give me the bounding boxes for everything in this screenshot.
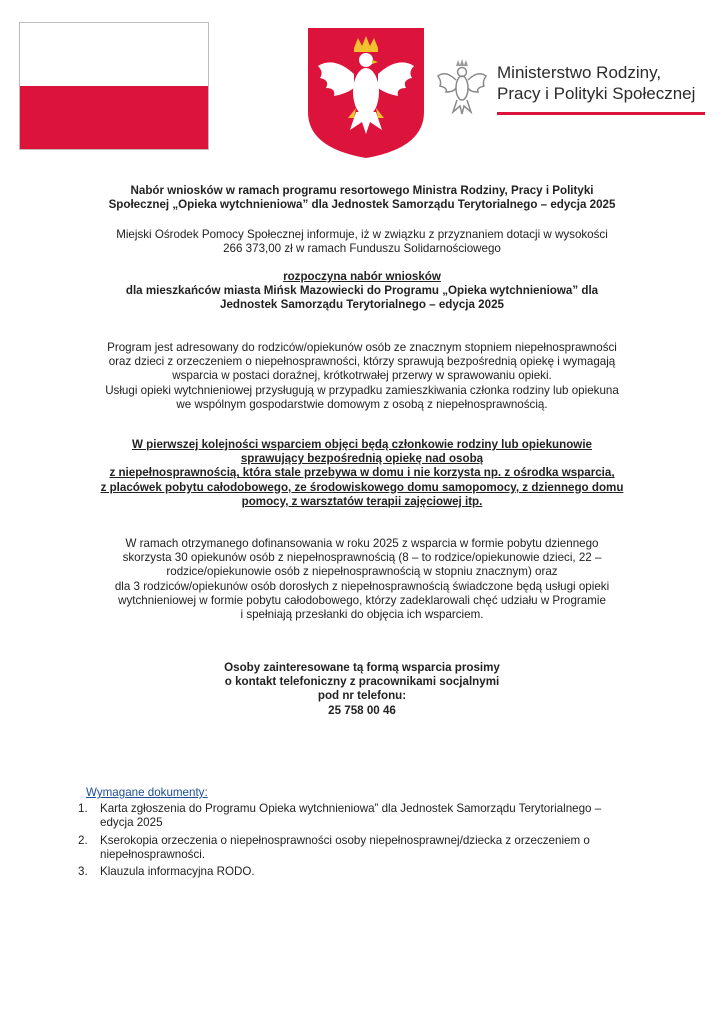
- contact-line-3: pod nr telefonu:: [317, 689, 407, 703]
- document-item-number: 2.: [78, 833, 88, 847]
- program-line-3: wsparcia w postaci doraźnej, krótkotrwałej przerwy w sprawowaniu opieki.: [172, 369, 552, 383]
- document-item-text-cont: edycja 2025: [100, 816, 163, 830]
- coat-of-arms-emblem: [306, 26, 426, 160]
- priority-line-5: pomocy, z warsztatów terapii zajęciowej itp.: [241, 494, 483, 508]
- document-item-number: 1.: [78, 802, 88, 816]
- priority-notice: [60, 438, 664, 509]
- funding-line-5: wytchnieniowej w formie pobytu całodobowego, którzy zadeklarowali chęć udziału w Programie: [118, 593, 606, 607]
- document-item-text: Karta zgłoszenia do Programu Opieka wytchnieniowa” dla Jednostek Samorządu Terytorialnego –: [100, 802, 602, 816]
- program-description: [60, 341, 664, 412]
- document-item: [78, 865, 658, 879]
- program-line-4: Usługi opieki wytchnieniowej przysługują w przypadku zamieszkiwania członka rodziny lub opiekuna: [105, 383, 619, 397]
- program-line-5: we wspólnym gospodarstwie domowym z osobą z niepełnosprawnością.: [176, 397, 548, 411]
- document-item-text-cont: niepełnosprawności.: [100, 847, 206, 861]
- intro-line-2: 266 373,00 zł w ramach Funduszu Solidarnościowego: [223, 242, 501, 256]
- contact-info: [60, 661, 664, 718]
- ministry-red-bar: [497, 112, 705, 115]
- document-item-number: 3.: [78, 865, 88, 879]
- funding-line-4: dla 3 rodziców/opiekunów osób dorosłych z niepełnosprawnością świadczone będą usługi opieki: [114, 579, 610, 593]
- polish-flag: [19, 22, 209, 150]
- title-line-1: Nabór wniosków w ramach programu resortowego Ministra Rodziny, Pracy i Polityki: [130, 184, 594, 197]
- funding-line-1: W ramach otrzymanego dofinansowania w roku 2025 z wsparcia w formie pobytu dziennego: [125, 537, 599, 550]
- funding-paragraph: [60, 537, 664, 622]
- announcement-line-3: Jednostek Samorządu Terytorialnego – edycja 2025: [220, 298, 504, 312]
- intro-line-1: Miejski Ośrodek Pomocy Społecznej informuje, iż w związku z przyznaniem dotacji w wysokości: [116, 228, 608, 241]
- document-title: [60, 184, 664, 212]
- priority-line-2: sprawujący bezpośrednią opiekę nad osobą: [240, 452, 484, 466]
- ministry-eagle-icon: [436, 58, 488, 116]
- title-line-2: Społecznej „Opieka wytchnieniowa” dla Jednostek Samorządu Terytorialnego – edycja 2025: [108, 198, 616, 212]
- documents-title: Wymagane dokumenty:: [86, 786, 208, 799]
- flag-white-stripe: [20, 23, 208, 86]
- funding-line-3: rodzice/opiekunowie osób z niepełnosprawnością w stopniu znacznym) oraz: [166, 565, 558, 579]
- documents-list: [78, 802, 658, 879]
- ministry-name-line1: Ministerstwo Rodziny,: [497, 63, 662, 82]
- program-line-1: Program jest adresowany do rodziców/opiekunów osób ze znacznym stopniem niepełnosprawności: [107, 341, 617, 354]
- contact-phone: 25 758 00 46: [328, 703, 396, 717]
- announcement-line-1: rozpoczyna nabór wniosków: [283, 270, 441, 283]
- ministry-logo: [436, 52, 706, 132]
- priority-line-3: z niepełnosprawnością, która stale przebywa w domu i nie korzysta np. z ośrodka wsparcia,: [109, 466, 615, 480]
- funding-line-6: i spełniają przesłanki do objęcia ich wsparciem.: [240, 608, 484, 622]
- flag-red-stripe: [20, 86, 208, 149]
- announcement-line-2: dla mieszkańców miasta Mińsk Mazowiecki do Programu „Opieka wytchnieniowa” dla: [125, 284, 599, 298]
- document-item-text: Klauzula informacyjna RODO.: [100, 865, 255, 879]
- required-documents: [78, 786, 658, 882]
- priority-line-4: z placówek pobytu całodobowego, ze środowiskowego domu samopomocy, z dziennego domu: [100, 480, 624, 494]
- intro-paragraph: [60, 228, 664, 256]
- announcement: [60, 270, 664, 313]
- priority-line-1: W pierwszej kolejności wsparciem objęci będą członkowie rodziny lub opiekunowie: [132, 438, 592, 451]
- program-line-2: oraz dzieci z orzeczeniem o niepełnosprawności, którzy sprawują bezpośrednią opiekę i wymagają: [108, 355, 616, 369]
- ministry-name: [497, 62, 695, 104]
- funding-line-2: skorzysta 30 opiekunów osób z niepełnosprawnością (8 – to rodzice/opiekunowie dzieci, 22 –: [122, 551, 602, 565]
- document-item: [78, 834, 658, 862]
- document-item: [78, 802, 658, 830]
- document-item-text: Kserokopia orzeczenia o niepełnosprawności osoby niepełnosprawnej/dziecka z orzeczeniem o: [100, 833, 590, 847]
- contact-line-1: Osoby zainteresowane tą formą wsparcia prosimy: [224, 661, 500, 674]
- contact-line-2: o kontakt telefoniczny z pracownikami socjalnymi: [224, 675, 500, 689]
- ministry-name-line2: Pracy i Polityki Społecznej: [497, 84, 696, 103]
